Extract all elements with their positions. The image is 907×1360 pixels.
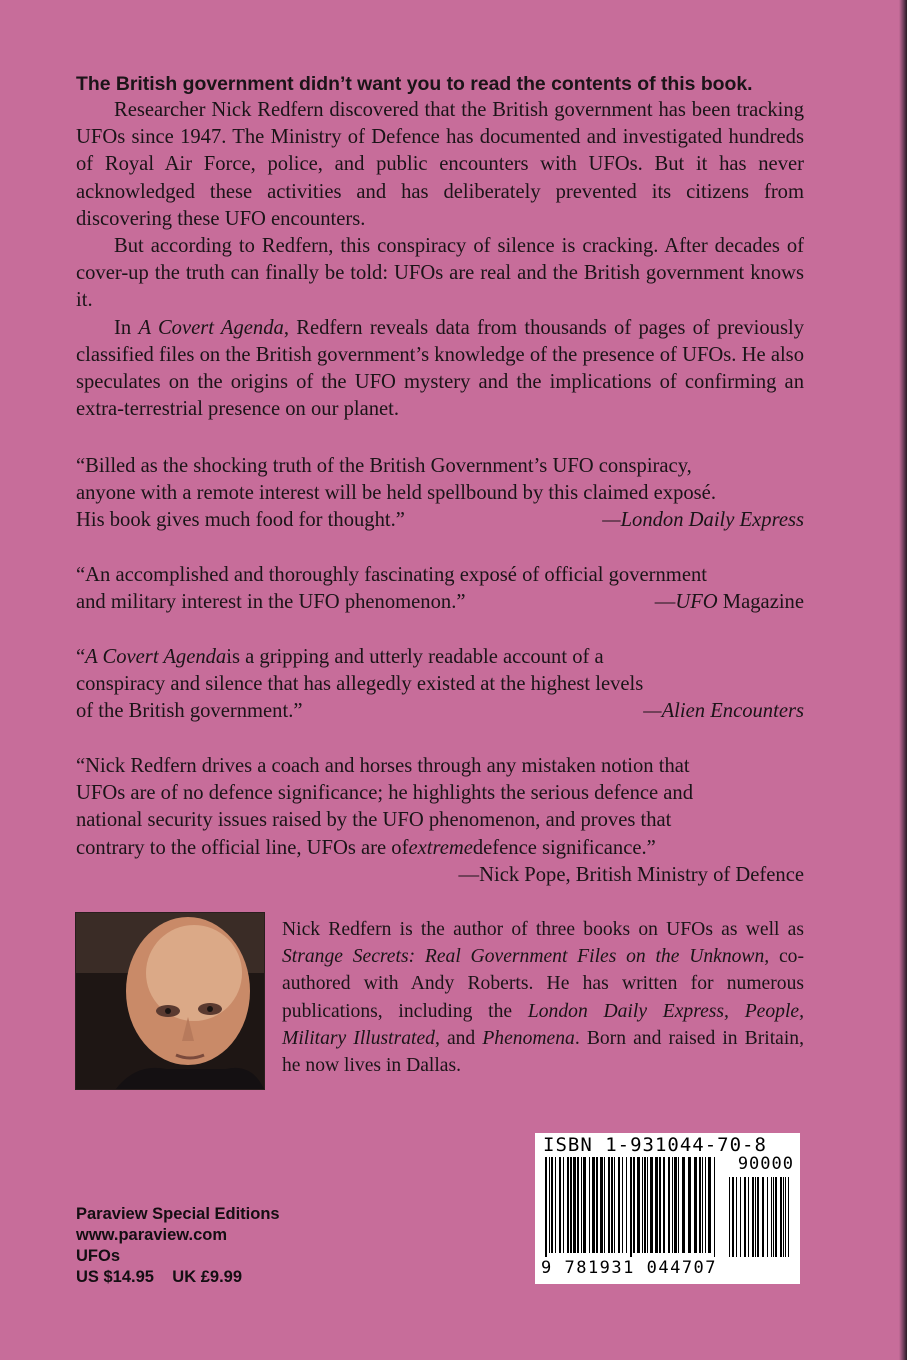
ean-number: 9 781931 044707 (541, 1258, 718, 1278)
lead-headline: The British government didn’t want you to read the contents of this book. (76, 73, 753, 95)
price-label: US $14.95 UK £9.99 (76, 1268, 243, 1286)
quote-source: —UFO Magazine (654, 591, 804, 614)
isbn-number: ISBN 1-931044-70-8 (543, 1134, 767, 1156)
blurb-paragraph-2: But according to Redfern, this conspiracy of silence is cracking. After decades of cover-up the truth can finally be told: UFOs are real and the British government knows it. (76, 235, 804, 312)
review-quote-2: “An accomplished and thoroughly fascinating exposé of official government and military interest in the UFO phenomenon.” —UFO Magazine (76, 562, 804, 616)
quote-source: —London Daily Express (602, 509, 804, 532)
publisher-name: Paraview Special Editions (76, 1205, 280, 1223)
isbn-barcode (535, 1133, 800, 1284)
quote-source: —Nick Pope, British Ministry of Defence (458, 863, 804, 886)
author-photo (75, 912, 265, 1090)
cover-edge (899, 0, 907, 1360)
review-quote-4: “Nick Redfern drives a coach and horses through any mistaken notion that UFOs are of no defence significance; he highlights the serious defence and national security issues raised by the UFO phenomenon, and proves that contrary to the official line, UFOs are of extreme defence significance.” —Nick Pope, British Ministry of Defence (76, 753, 804, 889)
price-code: 90000 (737, 1154, 794, 1174)
publisher-url: www.paraview.com (76, 1226, 227, 1244)
author-bio: Nick Redfern is the author of three books on UFOs as well as Strange Secrets: Real Government Files on the Unknown, co-authored with Andy Roberts. He has written for numerous publications, including the London Daily Express, People, Military Illustrated, and Phenomena. Born and raised in Britain, he now lives in Dallas. (282, 919, 804, 1077)
review-quote-1: “Billed as the shocking truth of the British Government’s UFO conspiracy, anyone with a remote interest will be held spellbound by this claimed exposé. His book gives much food for thought.” —London Daily Express (76, 453, 804, 535)
category-label: UFOs (76, 1247, 121, 1265)
book-title: A Covert Agenda (138, 316, 284, 339)
barcode-bars (541, 1157, 794, 1257)
publisher-info (76, 1204, 280, 1288)
blurb-paragraph-1: Researcher Nick Redfern discovered that the British government has been tracking UFOs since 1947. The Ministry of Defence has documented and investigated hundreds of Royal Air Force, police, and public encounters with UFOs. But it has never acknowledged these activities and has deliberately prevented its citizens from discovering these UFO encounters. (76, 99, 804, 230)
quote-source: —Alien Encounters (643, 700, 804, 723)
description-blurb (76, 97, 804, 423)
review-quote-3: “ A Covert Agenda is a gripping and utterly readable account of a conspiracy and silence that has allegedly existed at the highest levels of the British government.” —Alien Encounters (76, 644, 804, 726)
blurb-paragraph-3: In A Covert Agenda, Redfern reveals data from thousands of pages of previously classified files on the British government’s knowledge of the presence of UFOs. He also speculates on the origins of the UFO mystery and the implications of confirming an extra-terrestrial presence on our planet. (76, 316, 805, 421)
